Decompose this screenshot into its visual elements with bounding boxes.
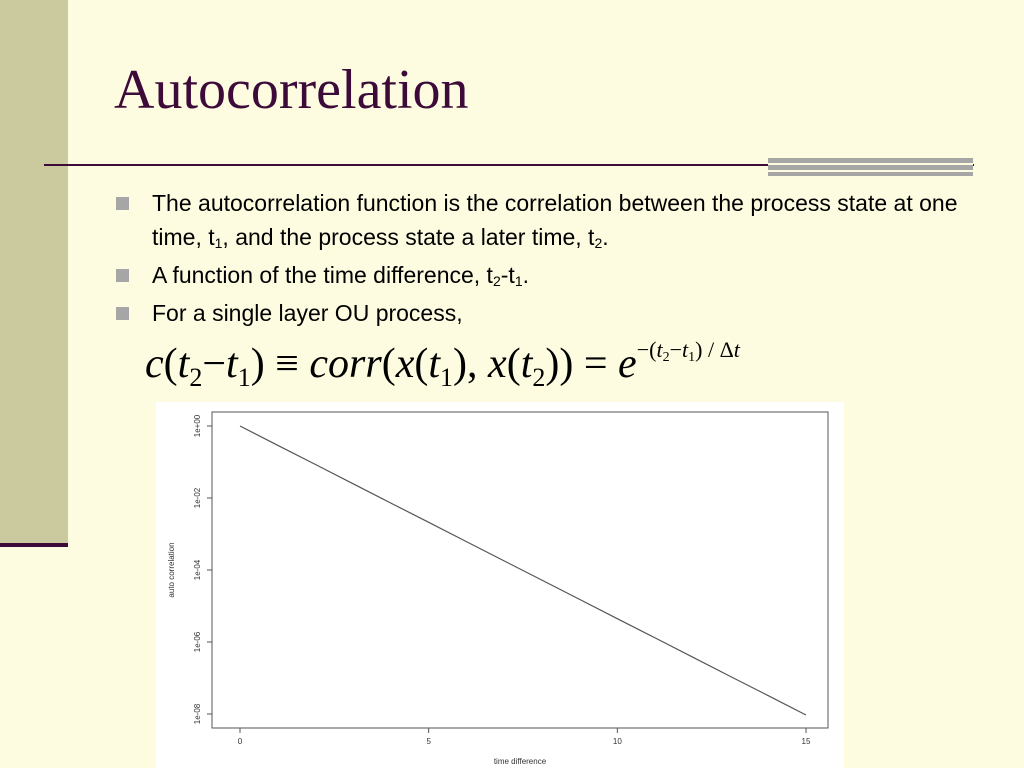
autocorrelation-formula: $c(t_2-t_1)$ ≡ $corr(x(t_1)$, $x(t_2)) = e^{-(t_2-t_1) / \Delta t}$ <box>145 337 740 392</box>
slide-title: Autocorrelation <box>114 59 469 121</box>
bullet-text: A function of the time difference, $t_2-t_1$. <box>152 262 529 289</box>
square-bullet-icon <box>116 269 129 282</box>
bullet-list <box>114 186 1004 334</box>
y-tick-label: 1e-08 <box>193 703 202 725</box>
x-tick-label: 0 <box>237 737 243 746</box>
y-tick-label: 1e+00 <box>193 414 202 438</box>
x-tick-label: 5 <box>426 737 431 746</box>
square-bullet-icon <box>116 197 129 210</box>
square-bullet-icon <box>116 307 129 320</box>
divider-accent-stripes <box>768 158 973 176</box>
bullet-text: For a single layer OU process, <box>152 300 463 326</box>
series-line <box>240 426 806 715</box>
bullet-item <box>114 258 1004 292</box>
plot-canvas <box>156 402 844 768</box>
x-axis-label: time difference <box>493 757 547 766</box>
left-decorative-band <box>0 0 68 546</box>
y-tick-label: 1e-02 <box>193 487 202 509</box>
bullet-item <box>114 186 1004 254</box>
x-tick-label: 15 <box>801 737 811 746</box>
y-tick-label: 1e-04 <box>193 559 202 581</box>
y-axis-label: auto correlation <box>167 542 176 598</box>
bullet-item <box>114 296 1004 330</box>
bullet-text: The autocorrelation function is the correlation between the process state at one time, $t_1$, and the process state a later time, $t_2$. <box>152 190 958 251</box>
left-band-underline <box>0 543 68 547</box>
x-tick-label: 10 <box>612 737 622 746</box>
y-tick-label: 1e-06 <box>193 631 202 653</box>
autocorrelation-plot <box>156 402 844 768</box>
